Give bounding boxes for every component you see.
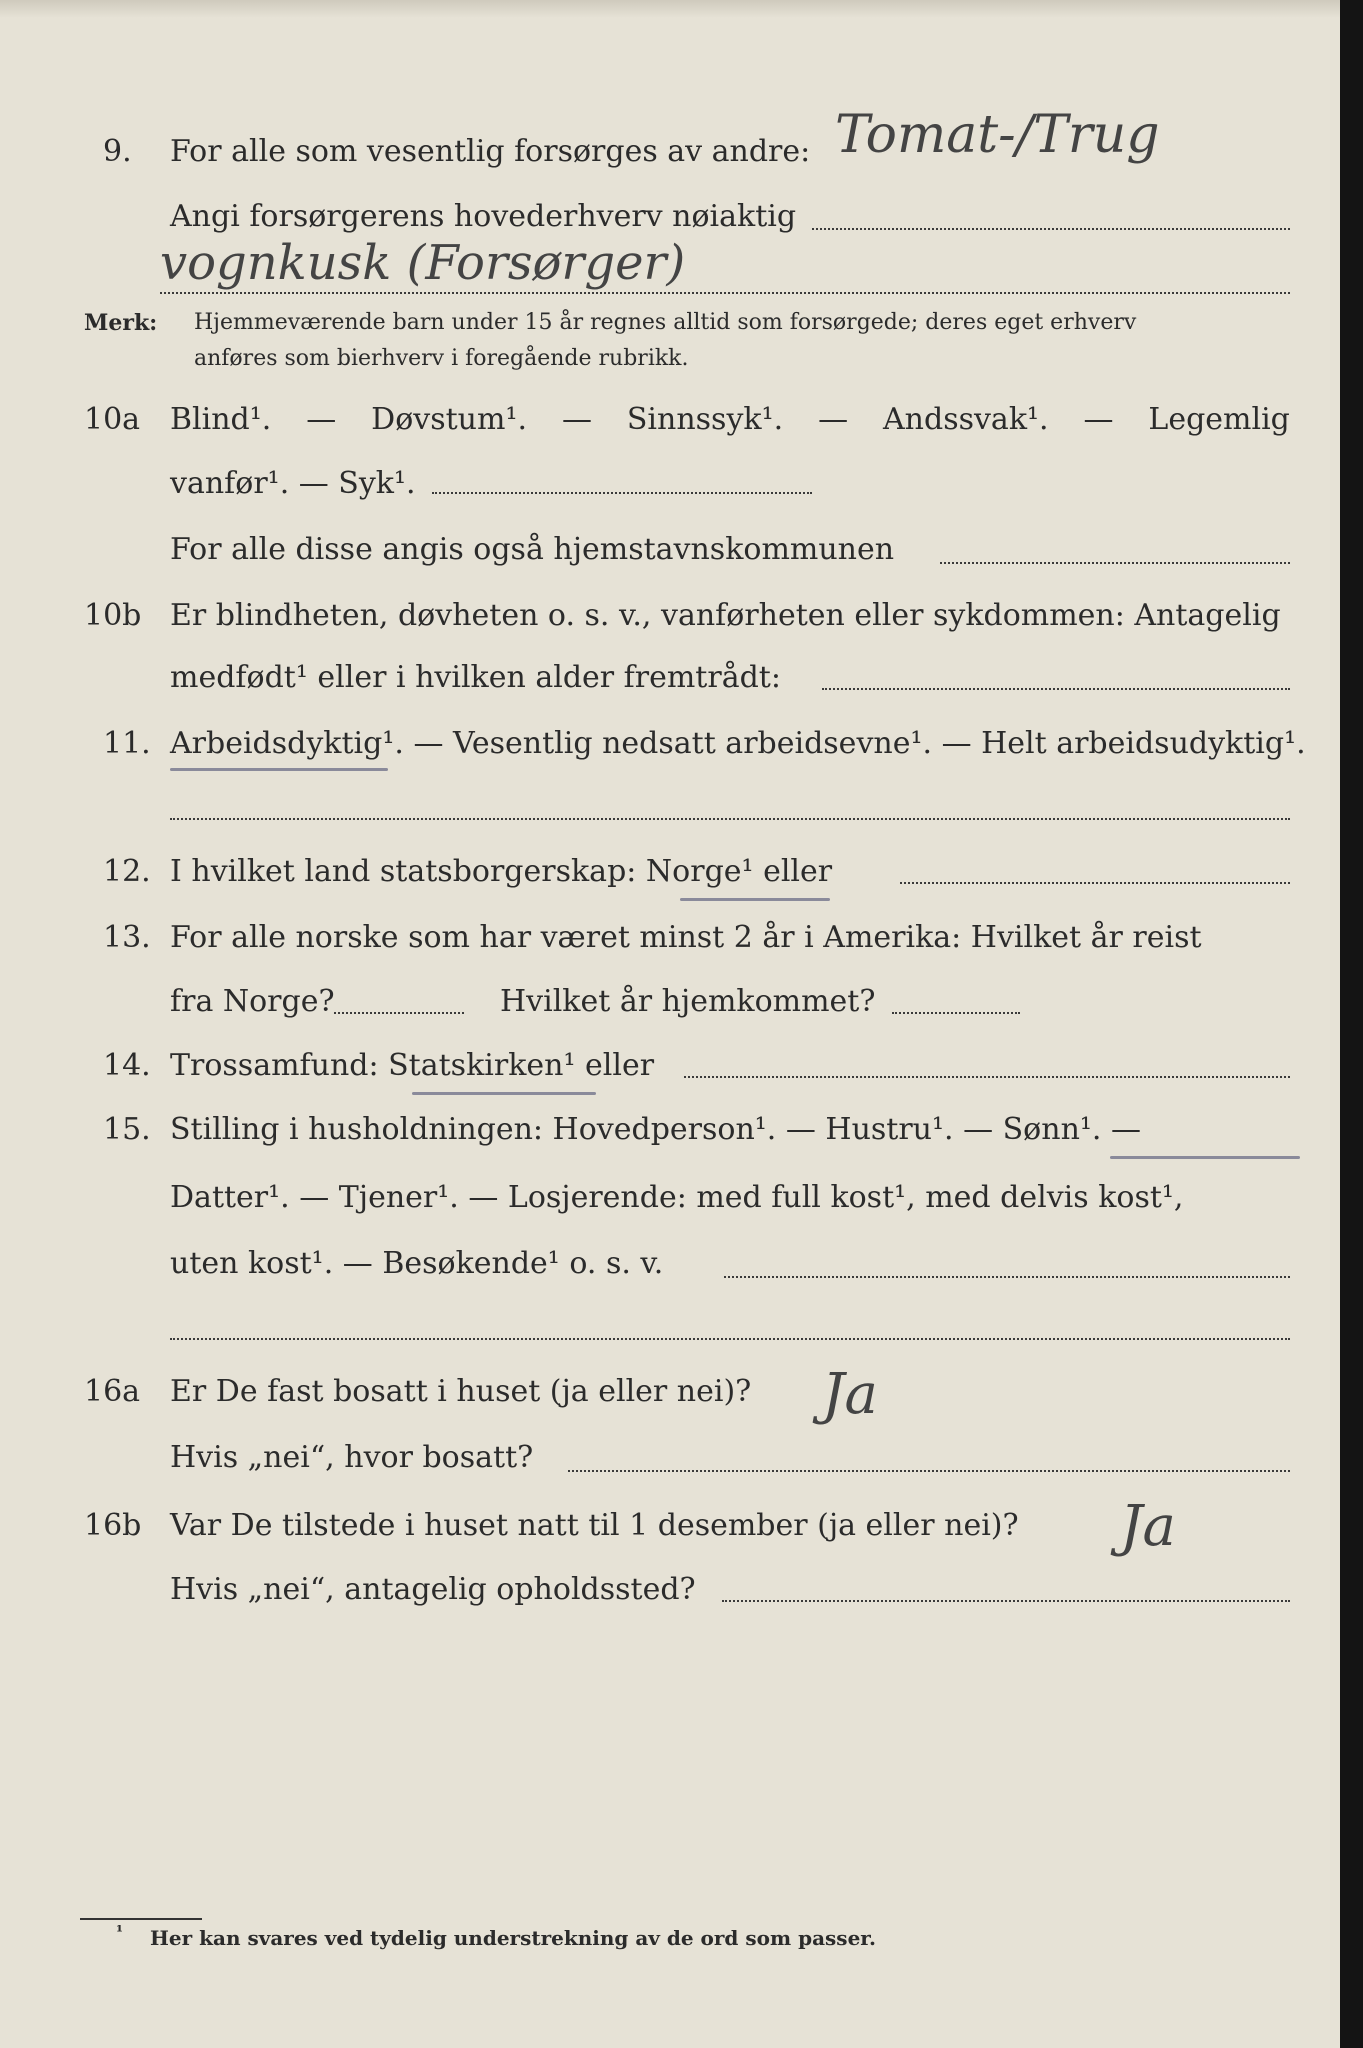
option-word: Døvstum¹. (371, 402, 528, 437)
answer-line[interactable] (900, 882, 1290, 884)
question-number: 12. (103, 854, 151, 889)
question-number: 15. (103, 1112, 151, 1147)
question-10a (0, 398, 1340, 460)
note-label: Merk: (84, 310, 158, 336)
question-12 (0, 850, 1340, 912)
question-text: Trossamfund: Statskirken¹ eller (170, 1048, 655, 1083)
question-number: 13. (103, 920, 151, 955)
question-number: 16b (84, 1508, 142, 1543)
answer-line[interactable] (170, 1338, 1290, 1340)
footnote-text: Her kan svares ved tydelig understrekning av de ord som passer. (150, 1926, 876, 1950)
question-16a-line-2 (0, 1436, 1340, 1498)
question-10a-line-3 (0, 528, 1340, 590)
answer-line[interactable] (160, 292, 1290, 294)
handwritten-answer: Ja (822, 1362, 878, 1427)
question-text: Var De tilstede i huset natt til 1 desember (ja eller nei)? (170, 1508, 1019, 1543)
selection-underline (1110, 1156, 1300, 1159)
question-13-line-2 (0, 980, 1340, 1042)
option-word: — (561, 402, 592, 437)
answer-line[interactable] (892, 1012, 1020, 1014)
question-text: Angi forsørgerens hovederhverv nøiaktig (170, 199, 797, 234)
question-10b (0, 594, 1340, 656)
selection-underline (412, 1092, 596, 1095)
page-top-edge (0, 0, 1340, 18)
question-15 (0, 1108, 1340, 1170)
option-word: Blind¹. (170, 402, 272, 437)
answer-line[interactable] (432, 492, 812, 494)
note-text: Hjemmeværende barn under 15 år regnes alltid som forsørgede; deres eget erhverv (194, 310, 1137, 335)
question-number: 9. (103, 134, 132, 169)
question-text: uten kost¹. — Besøkende¹ o. s. v. (170, 1246, 664, 1281)
option-word: — (818, 402, 849, 437)
question-15-line-3 (0, 1242, 1340, 1304)
selection-underline (170, 768, 388, 771)
answer-line[interactable] (568, 1470, 1290, 1472)
question-text: Hvis „nei“, hvor bosatt? (170, 1440, 534, 1475)
handwritten-answer: Ja (1120, 1494, 1176, 1559)
question-text: For alle norske som har været minst 2 år i Amerika: Hvilket år reist (170, 920, 1202, 955)
question-text: Arbeidsdyktig¹. — Vesentlig nedsatt arbeidsevne¹. — Helt arbeidsudyktig¹. (170, 726, 1306, 761)
question-text: Stilling i husholdningen: Hovedperson¹. — Hustru¹. — Sønn¹. — (170, 1112, 1141, 1147)
question-number: 11. (103, 726, 151, 761)
question-number: 14. (103, 1048, 151, 1083)
answer-line[interactable] (722, 1600, 1290, 1602)
answer-line[interactable] (334, 1012, 464, 1014)
option-word: Legemlig (1148, 402, 1290, 437)
question-16b-line-2 (0, 1568, 1340, 1630)
question-text: Hvilket år hjemkommet? (500, 984, 876, 1019)
question-text: Er blindheten, døvheten o. s. v., vanførheten eller sykdommen: Antagelig (170, 598, 1281, 633)
footnote-marker: ¹ (116, 1922, 124, 1941)
scan-border (1340, 0, 1363, 2048)
question-14 (0, 1044, 1340, 1106)
question-15-line-2 (0, 1176, 1340, 1238)
question-13 (0, 916, 1340, 978)
question-text: fra Norge? (170, 984, 335, 1019)
selection-underline (680, 898, 830, 901)
question-10b-line-2 (0, 656, 1340, 718)
handwritten-answer: vognkusk (Forsørger) (160, 235, 686, 291)
answer-line[interactable] (812, 228, 1290, 230)
option-word: Andssvak¹. (883, 402, 1049, 437)
question-text: Hvis „nei“, antagelig opholdssted? (170, 1572, 696, 1607)
option-word: — (1083, 402, 1114, 437)
question-text: For alle som vesentlig forsørges av andre: (170, 134, 811, 169)
question-text: I hvilket land statsborgerskap: Norge¹ eller (170, 854, 833, 889)
question-16a (0, 1370, 1340, 1432)
question-text: medfødt¹ eller i hvilken alder fremtrådt: (170, 660, 781, 695)
answer-line[interactable] (822, 688, 1290, 690)
footnote-rule (80, 1918, 202, 1920)
answer-line[interactable] (940, 562, 1290, 564)
handwritten-answer: Tomat-/Trug (835, 105, 1160, 165)
option-word: Sinnssyk¹. (626, 402, 784, 437)
question-number: 10b (84, 598, 142, 633)
question-11 (0, 722, 1340, 784)
question-text: vanfør¹. — Syk¹. (170, 466, 416, 501)
question-number: 10a (84, 402, 141, 437)
note-text: anføres som bierhverv i foregående rubrikk. (194, 346, 689, 371)
question-text: Datter¹. — Tjener¹. — Losjerende: med full kost¹, med delvis kost¹, (170, 1180, 1184, 1215)
question-number: 16a (84, 1374, 141, 1409)
question-text (170, 402, 1290, 437)
option-word: — (306, 402, 337, 437)
answer-line[interactable] (684, 1076, 1290, 1078)
question-text: For alle disse angis også hjemstavnskommunen (170, 532, 895, 567)
question-text: Er De fast bosatt i huset (ja eller nei)? (170, 1374, 752, 1409)
answer-line[interactable] (170, 818, 1290, 820)
answer-line[interactable] (724, 1276, 1290, 1278)
